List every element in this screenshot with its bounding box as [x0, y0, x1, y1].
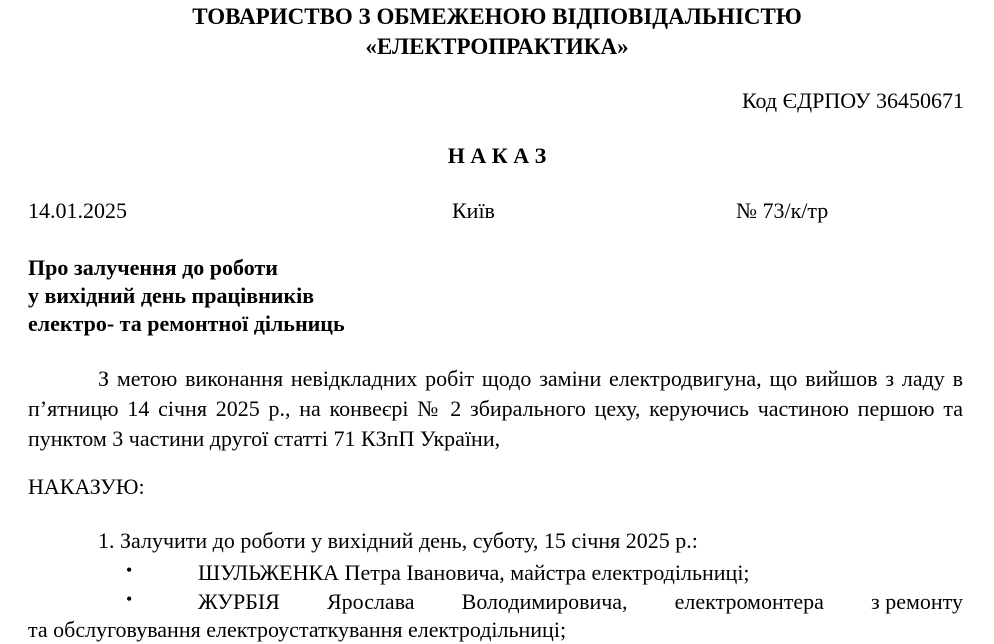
bullet-item-2 — [28, 589, 963, 619]
edrpou-code: Код ЄДРПОУ 36450671 — [741, 88, 964, 113]
bullet-word: Володимировича, — [461, 589, 628, 614]
company-name-line2: «ЕЛЕКТРОПРАКТИКА» — [365, 34, 629, 59]
company-name-line1: ТОВАРИСТВО З ОБМЕЖЕНОЮ ВІДПОВІДАЛЬНІСТЮ — [192, 4, 802, 29]
bullet-item-2-continuation: та обслуговування електроустаткування електродільниці; — [28, 617, 567, 642]
bullet-text — [198, 589, 963, 615]
document-title: Н А К А З — [447, 143, 547, 168]
subject-line-3: електро- та ремонтної дільниць — [28, 311, 345, 336]
bullet-marker: • — [126, 560, 133, 580]
subject-line-2: у вихідний день працівників — [28, 283, 315, 308]
order-date: 14.01.2025 — [28, 198, 127, 223]
order-word: НАКАЗУЮ: — [28, 474, 145, 499]
bullet-word: Ярослава — [326, 589, 415, 614]
bullet-word: з ремонту — [871, 589, 963, 614]
bullet-item-1 — [28, 560, 963, 590]
bullet-text: ШУЛЬЖЕНКА Петра Івановича, майстра електродільниці; — [198, 560, 750, 585]
order-number: № 73/к/тр — [736, 198, 829, 223]
bullet-marker: • — [126, 589, 133, 609]
subject-line-1: Про залучення до роботи — [28, 255, 278, 280]
preamble-paragraph: З метою виконання невідкладних робіт щодо заміни електродвигуна, що вийшов з ладу в п’ятницю 14 січня 2025 р., на конвеєрі № 2 збирального цеху, керуючись частиною першою та пунктом 3 частини другої статті 71 КЗпП України, — [28, 366, 963, 451]
bullet-word: електромонтера — [674, 589, 824, 614]
order-item-1: 1. Залучити до роботи у вихідний день, суботу, 15 січня 2025 р.: — [98, 528, 698, 553]
order-city: Київ — [452, 198, 495, 223]
bullet-word: ЖУРБІЯ — [198, 589, 280, 614]
